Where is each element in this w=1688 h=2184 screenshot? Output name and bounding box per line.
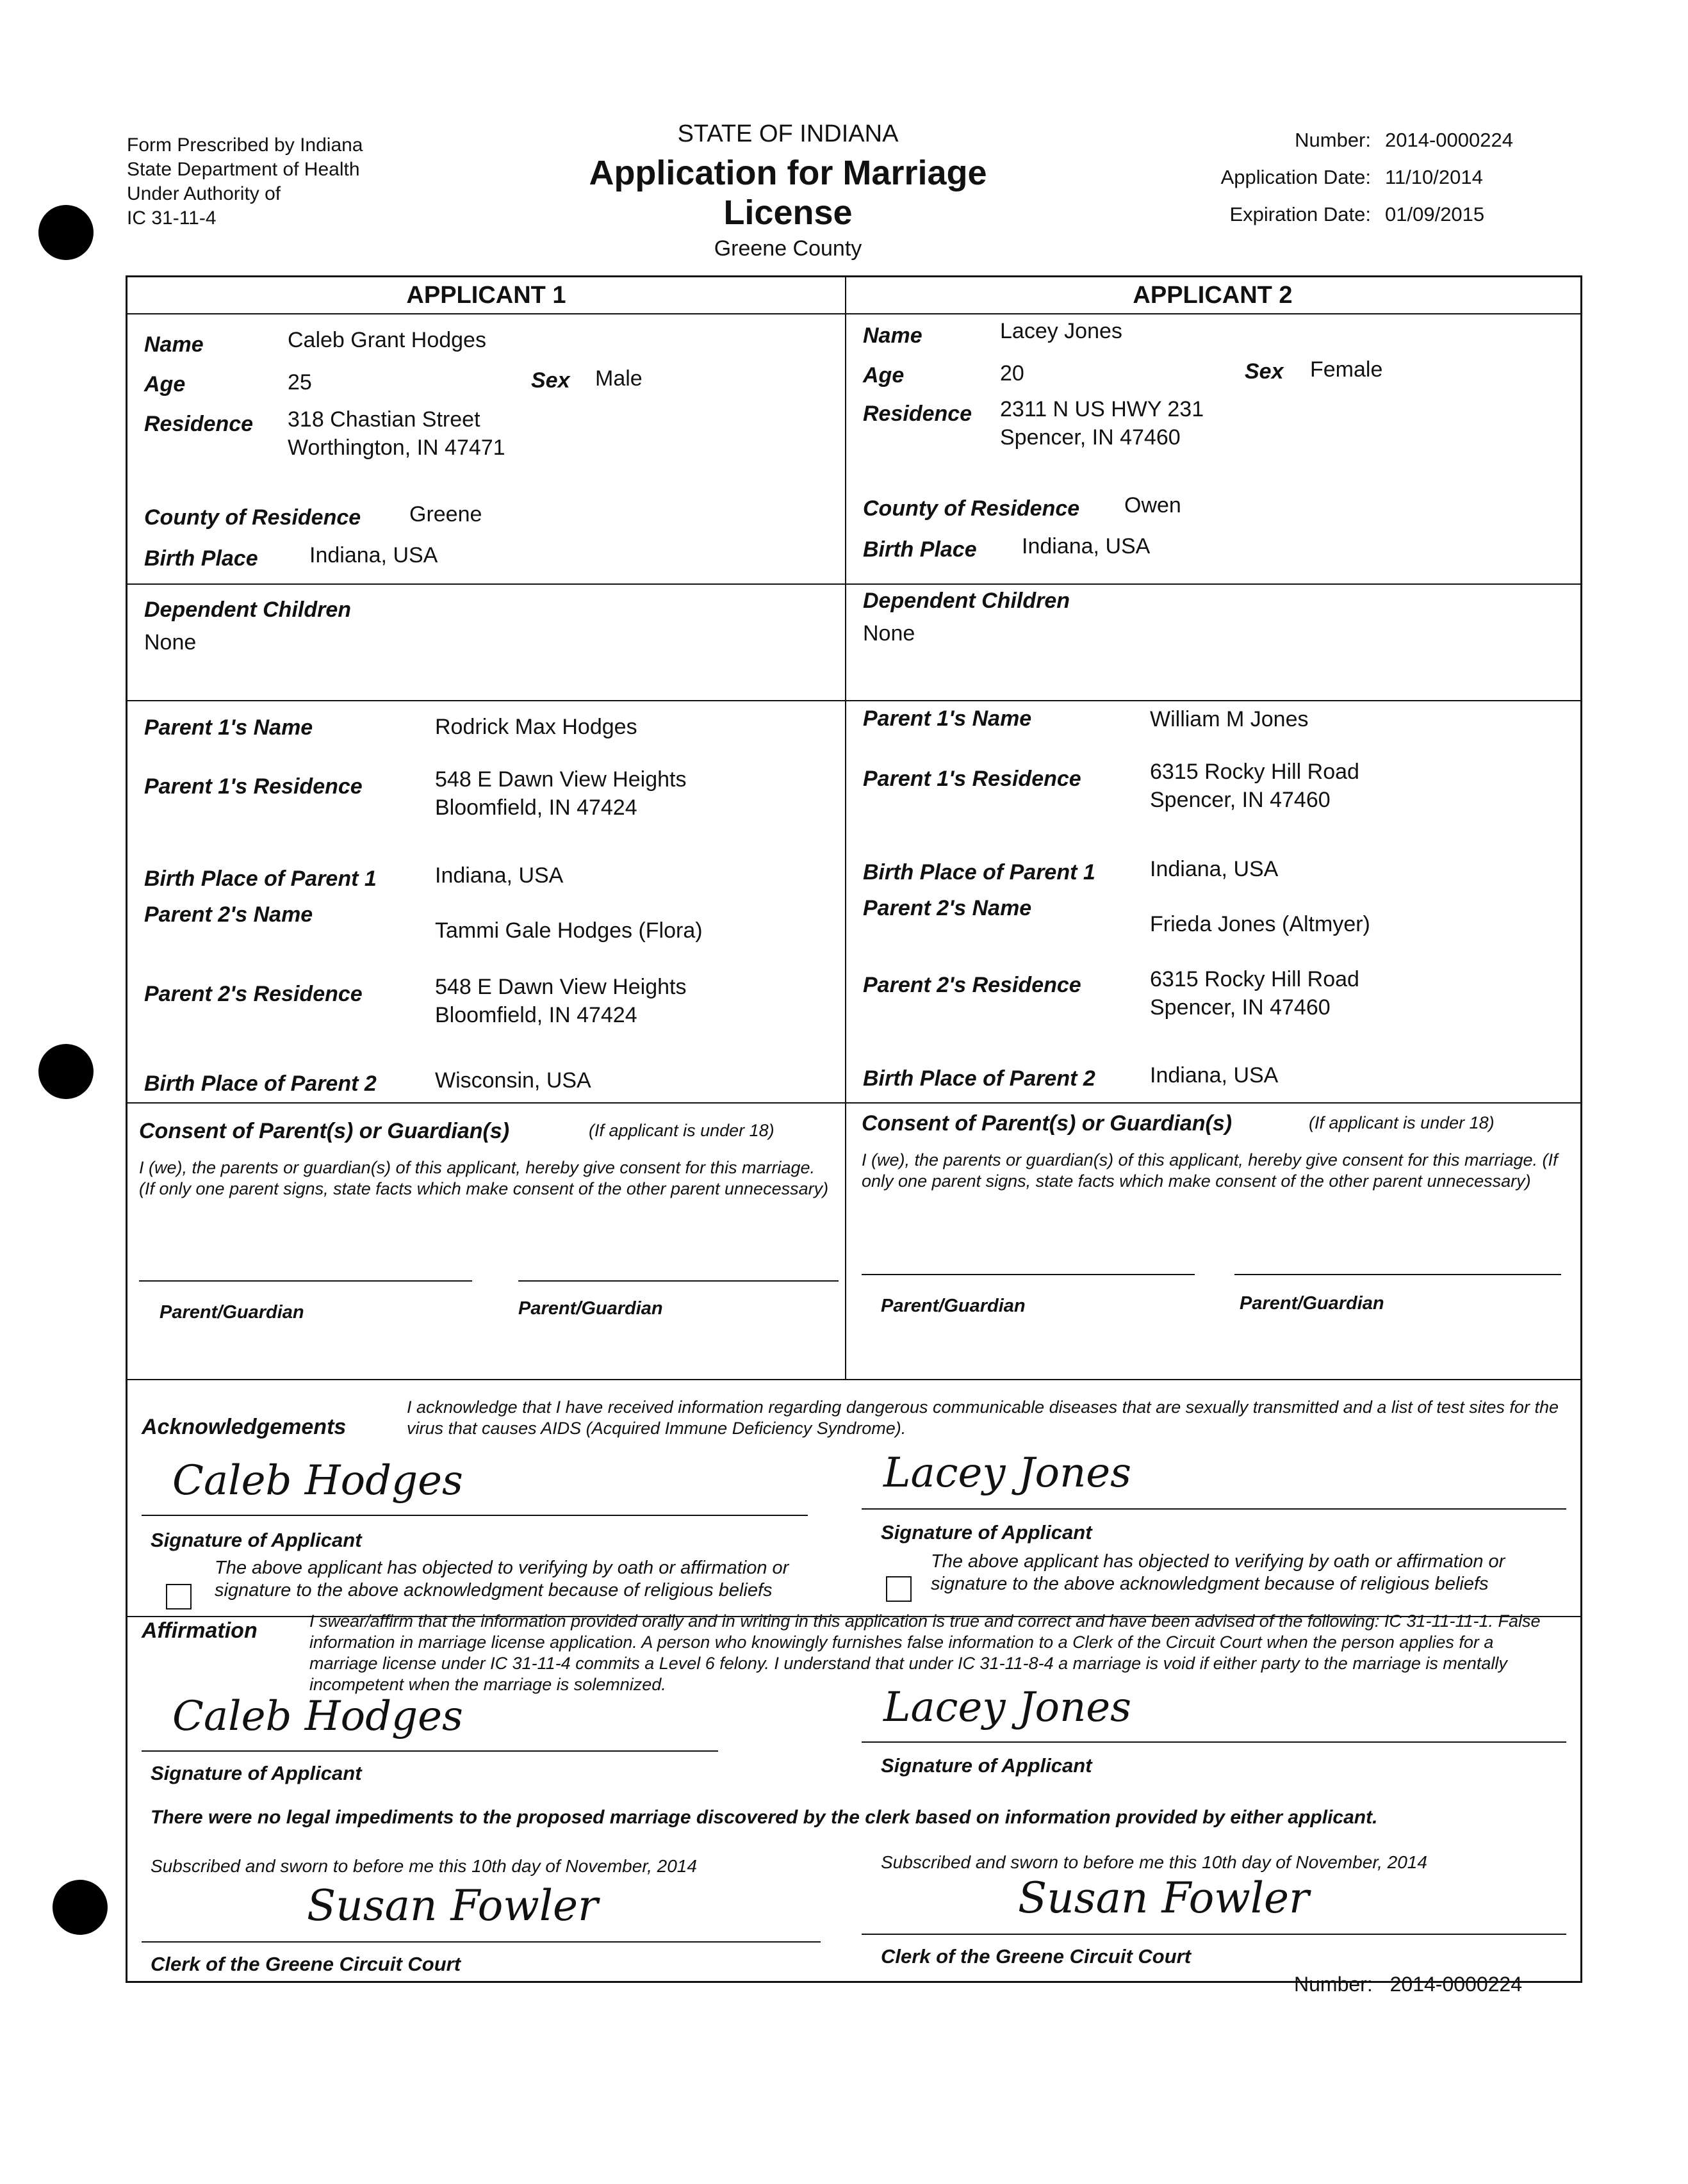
applicant1-sex: Male (595, 366, 643, 391)
application-form (126, 275, 1582, 1983)
state-name: STATE OF INDIANA (677, 120, 899, 147)
age-label: Age (144, 372, 186, 396)
applicant1-parent1-residence (435, 765, 686, 822)
applicant2-parent2-residence (1150, 965, 1359, 1022)
license-meta (1127, 122, 1513, 233)
residence-line: Worthington, IN 47471 (288, 436, 505, 460)
clerk-signature: Susan Fowler (307, 1881, 598, 1930)
applicant2-sex: Female (1310, 357, 1383, 382)
applicant2-signature: Lacey Jones (883, 1449, 1131, 1497)
residence-line: 6315 Rocky Hill Road (1150, 967, 1359, 991)
parent-guardian-label: Parent/Guardian (518, 1298, 663, 1319)
applicant1-parent2-birth: Wisconsin, USA (435, 1068, 591, 1093)
parent2-name-label: Parent 2's Name (144, 902, 313, 927)
consent-label: Consent of Parent(s) or Guardian(s) (862, 1111, 1233, 1136)
subscribed-text: Subscribed and sworn to before me this 10th day of November, 2014 (151, 1856, 697, 1876)
county-residence-label: County of Residence (863, 496, 1080, 521)
parent-signature-line (139, 1280, 472, 1282)
divider (127, 313, 1580, 314)
application-date: 11/10/2014 (1385, 166, 1483, 188)
objection-checkbox[interactable] (886, 1576, 912, 1602)
residence-line: Bloomfield, IN 47424 (435, 1003, 637, 1027)
applicant1-parent2-name: Tammi Gale Hodges (Flora) (435, 918, 703, 943)
applicant2-heading: APPLICANT 2 (1133, 282, 1293, 309)
residence-line: Spencer, IN 47460 (1000, 425, 1181, 450)
clerk-label: Clerk of the Greene Circuit Court (881, 1945, 1192, 1968)
consent-note: (If applicant is under 18) (589, 1121, 774, 1140)
parent2-birth-label: Birth Place of Parent 2 (863, 1066, 1095, 1091)
residence-label: Residence (144, 412, 254, 436)
residence-line: Spencer, IN 47460 (1150, 788, 1331, 812)
objection-text: The above applicant has objected to verifying by oath or affirmation or signature to the above acknowledgment because of religious beliefs (215, 1558, 789, 1601)
applicant2-age: 20 (1000, 361, 1024, 386)
number-label: Number: (1294, 1973, 1373, 1996)
residence-line: 548 E Dawn View Heights (435, 767, 687, 792)
parent-signature-line (862, 1274, 1195, 1275)
parent1-residence-label: Parent 1's Residence (863, 767, 1081, 791)
name-label: Name (863, 323, 922, 348)
applicant1-heading: APPLICANT 1 (406, 282, 566, 309)
column-divider (845, 277, 846, 1379)
expiration-date-label: Expiration Date: (1229, 203, 1371, 225)
applicant2-birth-place: Indiana, USA (1022, 534, 1151, 558)
signature-line (862, 1508, 1566, 1510)
applicant2-parent2-birth: Indiana, USA (1150, 1063, 1279, 1088)
parent1-residence-label: Parent 1's Residence (144, 774, 363, 799)
residence-line: Spencer, IN 47460 (1150, 995, 1331, 1020)
residence-line: 318 Chastian Street (288, 407, 480, 432)
sex-label: Sex (531, 368, 570, 393)
residence-line: Bloomfield, IN 47424 (435, 795, 637, 820)
name-label: Name (144, 332, 204, 357)
applicant1-name: Caleb Grant Hodges (288, 328, 486, 352)
clerk-signature: Susan Fowler (1018, 1873, 1309, 1923)
county-residence-label: County of Residence (144, 505, 361, 530)
subscribed-text: Subscribed and sworn to before me this 10th day of November, 2014 (881, 1852, 1427, 1872)
punch-hole (38, 1044, 94, 1099)
prescribed-line: State Department of Health (127, 159, 360, 180)
punch-hole (53, 1880, 108, 1935)
acknowledgements-label: Acknowledgements (142, 1415, 347, 1439)
signature-line (142, 1515, 808, 1516)
divider (127, 1102, 1580, 1104)
signature-label: Signature of Applicant (881, 1754, 1092, 1777)
applicant2-county: Owen (1124, 493, 1181, 517)
applicant1-signature: Caleb Hodges (172, 1457, 463, 1504)
affirmation-text: I swear/affirm that the information provided orally and in writing in this application is true and correct and have been advised of the following: IC 31-11-11-1. False information in marriage license application. A person who knowingly furnishes false information to a Clerk of the Circuit Court when the person applies for a marriage license under IC 31-11-4 commits a Level 6 felony. I understand that under IC 31-11-8-4 a marriage is void if either party to the marriage is mentally incompetent when the marriage is solemnized. (309, 1611, 1541, 1694)
applicant1-signature: Caleb Hodges (172, 1693, 463, 1740)
signature-line (862, 1741, 1566, 1743)
acknowledgement-text: I acknowledge that I have received information regarding dangerous communicable diseases that are sexually transmitted and a list of test sites for the virus that causes AIDS (Acquired Immune Deficiency Syndrome). (407, 1398, 1559, 1438)
age-label: Age (863, 363, 905, 387)
consent-text: I (we), the parents or guardian(s) of this applicant, hereby give consent for this marriage. (If only one parent signs, state facts which make consent of the other parent unnecessary) (139, 1158, 829, 1198)
consent-text: I (we), the parents or guardian(s) of this applicant, hereby give consent for this marriage. (If only one parent signs, state facts which make consent of the other parent unnecessary) (862, 1150, 1558, 1191)
prescribed-line: IC 31-11-4 (127, 208, 217, 229)
applicant1-parent2-residence (435, 973, 686, 1029)
consent-note: (If applicant is under 18) (1309, 1113, 1495, 1132)
punch-hole (38, 205, 94, 260)
application-date-label: Application Date: (1220, 166, 1371, 188)
signature-line (142, 1750, 718, 1752)
applicant2-dependents: None (863, 621, 915, 646)
prescribed-line: Form Prescribed by Indiana (127, 134, 363, 156)
parent2-residence-label: Parent 2's Residence (144, 982, 363, 1006)
parent1-birth-label: Birth Place of Parent 1 (863, 860, 1095, 884)
applicant2-signature: Lacey Jones (883, 1684, 1131, 1731)
signature-label: Signature of Applicant (881, 1521, 1092, 1544)
dependent-children-label: Dependent Children (863, 589, 1070, 613)
signature-line (142, 1941, 821, 1943)
license-number: 2014-0000224 (1389, 1973, 1523, 1996)
divider (127, 700, 1580, 701)
parent2-birth-label: Birth Place of Parent 2 (144, 1072, 377, 1096)
divider (127, 583, 1580, 585)
residence-line: 6315 Rocky Hill Road (1150, 760, 1359, 784)
prescribed-line: Under Authority of (127, 183, 281, 204)
signature-label: Signature of Applicant (151, 1762, 362, 1784)
license-number: 2014-0000224 (1385, 129, 1513, 151)
signature-line (862, 1934, 1566, 1935)
applicant1-age: 25 (288, 370, 312, 395)
clerk-label: Clerk of the Greene Circuit Court (151, 1953, 461, 1975)
number-label: Number: (1295, 129, 1371, 151)
form-title-block (525, 120, 1051, 261)
parent-guardian-label: Parent/Guardian (160, 1302, 304, 1323)
county-name: Greene County (714, 236, 862, 261)
divider (127, 1379, 1580, 1380)
applicant2-parent1-birth: Indiana, USA (1150, 857, 1279, 881)
applicant1-county: Greene (409, 502, 482, 526)
residence-label: Residence (863, 402, 972, 426)
applicant1-parent1-name: Rodrick Max Hodges (435, 715, 637, 739)
parent1-birth-label: Birth Place of Parent 1 (144, 867, 377, 891)
sex-label: Sex (1245, 359, 1284, 384)
prescribed-by (127, 133, 363, 231)
residence-line: 548 E Dawn View Heights (435, 975, 687, 999)
parent-signature-line (518, 1280, 839, 1282)
residence-line: 2311 N US HWY 231 (1000, 397, 1204, 421)
applicant1-residence (288, 405, 505, 462)
affirmation-label: Affirmation (142, 1618, 258, 1643)
page-title: Application for Marriage License (589, 154, 987, 232)
impediments-statement: There were no legal impediments to the proposed marriage discovered by the clerk based on information provided by either applicant. (151, 1807, 1378, 1828)
expiration-date: 01/09/2015 (1385, 203, 1485, 225)
applicant2-parent2-name: Frieda Jones (Altmyer) (1150, 912, 1370, 936)
dependent-children-label: Dependent Children (144, 598, 352, 622)
parent1-name-label: Parent 1's Name (144, 715, 313, 740)
applicant1-birth-place: Indiana, USA (309, 543, 438, 567)
objection-checkbox[interactable] (166, 1584, 192, 1609)
applicant2-name: Lacey Jones (1000, 319, 1122, 343)
applicant2-parent1-residence (1150, 758, 1359, 814)
applicant1-parent1-birth: Indiana, USA (435, 863, 564, 888)
birth-place-label: Birth Place (144, 546, 258, 571)
consent-label: Consent of Parent(s) or Guardian(s) (139, 1119, 510, 1143)
birth-place-label: Birth Place (863, 537, 977, 562)
parent-signature-line (1234, 1274, 1561, 1275)
parent1-name-label: Parent 1's Name (863, 706, 1032, 731)
parent2-name-label: Parent 2's Name (863, 896, 1032, 920)
footer-number (1294, 1973, 1522, 1996)
objection-text: The above applicant has objected to verifying by oath or affirmation or signature to the above acknowledgment because of religious beliefs (931, 1551, 1505, 1594)
parent2-residence-label: Parent 2's Residence (863, 973, 1081, 997)
signature-label: Signature of Applicant (151, 1529, 362, 1551)
parent-guardian-label: Parent/Guardian (881, 1296, 1026, 1316)
applicant1-dependents: None (144, 630, 197, 655)
parent-guardian-label: Parent/Guardian (1240, 1293, 1384, 1314)
applicant2-parent1-name: William M Jones (1150, 707, 1309, 731)
applicant2-residence (1000, 395, 1204, 452)
